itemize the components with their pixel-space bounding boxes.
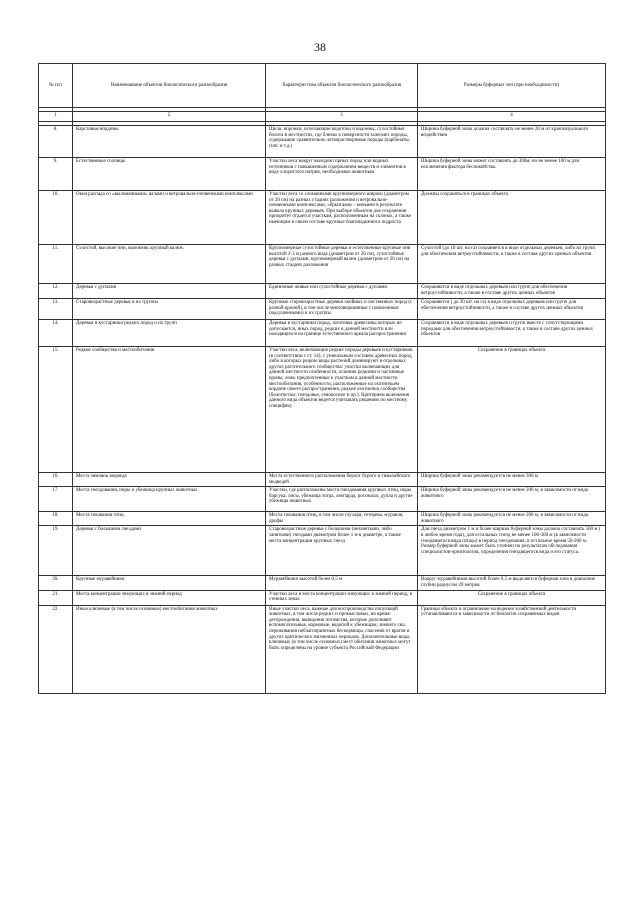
row-number: 20. xyxy=(39,576,73,590)
table-row xyxy=(39,299,606,320)
object-name: Деревья с дуплами xyxy=(73,284,266,299)
object-description: Крупные старовозрастные деревья хвойных и лиственных пород (с разной кроной), в том числе многовершинные с поваленным подсушенными) и их группы xyxy=(266,299,418,320)
column-number: 3 xyxy=(266,112,418,122)
object-name: Иные ключевые (в том числе основные) местообитания животных xyxy=(73,605,266,693)
buffer-zone-size: Для гнезд диаметром 1 м и более ширина буферной зоны должна составлять 500 м ( в любое время года), для остальных гнезд не менее 100-300 м (в зависимости гнездящегося вида птицы) в период гнездования, в остальное время 50-200 м. Размер буферной зоны может быть уточнен по результатам обследования специалистов-орнитологов, определения гнездящегося вида и его статуса. xyxy=(418,526,606,576)
header-buffer-size: Размеры буферных зон (при необходимости) xyxy=(418,64,606,108)
object-name: Деревья с большими гнездами xyxy=(73,526,266,576)
object-name: Места токования птиц xyxy=(73,512,266,526)
table-row xyxy=(39,473,606,487)
biodiversity-table xyxy=(38,63,606,694)
object-description: Муравейники высотой более 0,5 м xyxy=(266,576,418,590)
object-name: Окна распада со «выломанными» валами и ветровально-почвенными комплексами xyxy=(73,191,266,245)
buffer-zone-size: Вокруг муравейников высотой более 0,5 м выделяется буферная зона в диапазоне глубин радиусом 20 метров xyxy=(418,576,606,590)
row-number: 10. xyxy=(39,191,73,245)
table-row xyxy=(39,347,606,473)
object-name: Места гнездования, норы и убежища крупных животных xyxy=(73,487,266,512)
object-name: Карстовые впадины xyxy=(73,126,266,158)
table-row xyxy=(39,526,606,576)
buffer-zone-size: Сухостой (до 10 шт. на га) сохраняется в виде отдельных деревьев, либо их групп для обеспечения ветроустойчивости, а также в составе других ценных объектов xyxy=(418,245,606,284)
row-number: 21. xyxy=(39,590,73,605)
buffer-zone-size: Сохранение в границах объекта xyxy=(418,347,606,473)
buffer-zone-size: Ширина буферной зоны рекомендуется не менее 200 м, в зависимости от вида животного xyxy=(418,512,606,526)
buffer-zone-size: Сохраняются ( до 30 шт. на га) в виде отдельных деревьев или групп для обеспечения ветроустойчивости, а также в составе других ценных объектов xyxy=(418,299,606,320)
object-description: Участки леса вокруг выходов горных пород или водных источников с повышенным содержанием веществ и элементов в виде хлористого натрия, необходимые животным xyxy=(266,158,418,191)
header-object-characteristics: Характеристика объектов биологического разнообразия xyxy=(266,64,418,108)
buffer-zone-size: Ширина буферной зоны рекомендуется не менее 300 м xyxy=(418,473,606,487)
table-row xyxy=(39,245,606,284)
object-description: Крупномерные сухостойные деревья и естественные крупные пни высотой 2-3 м разного вида (диаметром от 20 см), сухостойные деревья с дуплами, крупномерный валеж (диаметром от 20 см) на разных стадиях разложения xyxy=(266,245,418,284)
object-description: Места естественного расположения берлог бурого и гималайского медведей xyxy=(266,473,418,487)
buffer-zone-size: Ширина буферной зоны может составлять до 300м, но не менее 100 м для исключения фактора беспокойства. xyxy=(418,158,606,191)
object-description: Участки леса и места концентрации зимующих в зимний период, в степных зонах xyxy=(266,590,418,605)
buffer-zone-size: Сохраняются в виде отдельных деревьев и групп вместе с сопутствующими породами для обеспечения ветроустойчивости, а также в составе других ценных объектов xyxy=(418,320,606,347)
table-row xyxy=(39,590,606,605)
buffer-zone-size: Границы объекта и ограничение на ведение хозяйственной деятельности устанавливаются в зависимости от биологии сохраняемых видов xyxy=(418,605,606,693)
object-description: Деревья и кустарники пород, заготовка древесины которых не допускается, иных пород, редких в данной местности или находящихся на границе естественного ареала распространения xyxy=(266,320,418,347)
row-number: 19. xyxy=(39,526,73,576)
row-number: 17. xyxy=(39,487,73,512)
row-number: 11. xyxy=(39,245,73,284)
row-number: 13. xyxy=(39,299,73,320)
column-number: 1 xyxy=(39,112,73,122)
table-body xyxy=(39,126,606,694)
header-object-name: Наименование объектов биологического разнообразия xyxy=(73,64,266,108)
object-name: Редкие сообщества и местообитания xyxy=(73,347,266,473)
object-name: Крупные муравейники xyxy=(73,576,266,590)
row-number: 12. xyxy=(39,284,73,299)
table-row xyxy=(39,191,606,245)
page-number: 38 xyxy=(314,40,326,54)
object-description: Участки леса со сломанными крупномерного широко (диаметром от 20 см) на разных стадиях разложения и ветровально-почвенными комплексами, «брызгами» - комьями в результате вывала крупных деревьев. При выборе объектов для сохранения приоритет отдается участкам, расположенным на склонах, а также имеющим в своем составе крупные благонадежного подроста xyxy=(266,191,418,245)
object-description: Единичные живые или сухостойные деревья с дуплами xyxy=(266,284,418,299)
buffer-zone-size: Должны сохраняться в границах объекта xyxy=(418,191,606,245)
buffer-zone-size: Ширина буферной зоны должна составлять не менее 20 м от края визуального воздействия xyxy=(418,126,606,158)
object-description: Щели, воронки, исчезающие водотоки и водоемы, сухостойные болота в местностях, где близко к поверхности залегают породы, содержащие сравнительно легкорастворимые породы (карбонаты, гипс и т.д.) xyxy=(266,126,418,158)
object-name: Естественные солонцы xyxy=(73,158,266,191)
object-name: Места зимовок медведя xyxy=(73,473,266,487)
column-number: 2 xyxy=(73,112,266,122)
row-number: 8. xyxy=(39,126,73,158)
object-description: Старовозрастные деревья с большими (незанятыми, либо занятыми) гнездами диаметром более 1 м в диаметре, а также места концентрации крупных гнезд xyxy=(266,526,418,576)
buffer-zone-size: Сохранение в границах объекта xyxy=(418,590,606,605)
table-row xyxy=(39,284,606,299)
row-number: 18. xyxy=(39,512,73,526)
column-number-row xyxy=(39,112,606,122)
row-number: 16. xyxy=(39,473,73,487)
row-number: 9. xyxy=(39,158,73,191)
table-row xyxy=(39,126,606,158)
object-description: Иные участки леса, важные для воспроизводства популяций животных, в том числе редких и промысловых, во время деторождения, выведения потомства, которые дополняют вспомогательные, кормовые, водопой к убежищам, зимнего сна, переживания неблагоприятных бескормицы, спасения от врагов и других критических жизненных периодов. Дополнительные виды ключевых (в том числе основных) мест обитания животных могут быть определены на уровне субъекта Российской Федерации xyxy=(266,605,418,693)
object-name: Деревья и кустарники редких пород и их групп xyxy=(73,320,266,347)
object-name: Сухостой, высокие пни, валежник крупный валеж. xyxy=(73,245,266,284)
buffer-zone-size: Сохраняются в виде отдельных деревьев или групп для обеспечения ветроустойчивости, а также в составе других ценных объектов xyxy=(418,284,606,299)
table-row xyxy=(39,158,606,191)
object-description: Участки леса, включающие редкие породы деревьев и кустарников (в соответствии с ст. 14), с уникальным составом древесных пород, либо в которых редкие виды растений доминируют в отдельных других растительного сообщества: участки включающих для данной местности особенности, осинник редкими и частинные кроны, ложь предпочтенные к участкам в данной местности местообитания, особенности, расположенные на охотничьем кордоне своего распространения, редкие охотничьи сообщества (болотистые, гнездовье, сенокосное и пр.). Критерием включения данного вида объектов ведется учитывать решению по местному специфику xyxy=(266,347,418,473)
table-row xyxy=(39,320,606,347)
column-number: 4 xyxy=(418,112,606,122)
table-row xyxy=(39,487,606,512)
object-description: Участки, где расположены места гнездования крупных птиц, норы барсука, лисы, убежища тигра, леопарда, росомахи, дупла и другие убежища животных xyxy=(266,487,418,512)
header-number: № п/п xyxy=(39,64,73,108)
table-row xyxy=(39,576,606,590)
table-header-row xyxy=(39,64,606,108)
table-row xyxy=(39,605,606,693)
table-row xyxy=(39,512,606,526)
object-name: Старовозрастные деревья и их группы xyxy=(73,299,266,320)
row-number: 22. xyxy=(39,605,73,693)
row-number: 15. xyxy=(39,347,73,473)
row-number: 14. xyxy=(39,320,73,347)
object-description: Места токования птиц, в том числе глухаря, тетерева, журавля, дрофы xyxy=(266,512,418,526)
buffer-zone-size: Ширина буферной зоны рекомендуется не менее 200 м, в зависимости от вида животного xyxy=(418,487,606,512)
object-name: Места концентрации зимующих в зимний период xyxy=(73,590,266,605)
